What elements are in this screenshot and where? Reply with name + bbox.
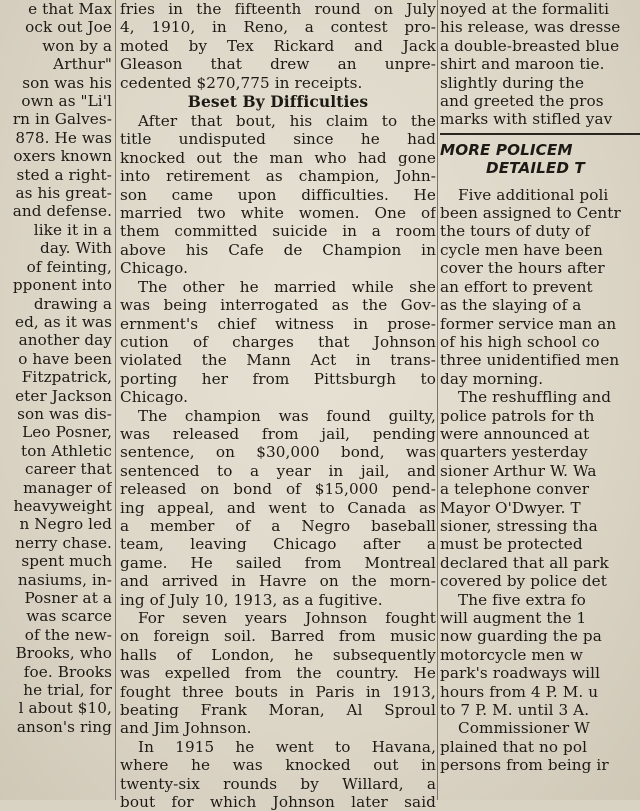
text-line: park's roadways will (440, 664, 601, 683)
text-line: ed, as it was (15, 312, 112, 331)
text-line: Arthur" (53, 55, 112, 74)
text-line: was scarce (26, 607, 112, 626)
text-line: nasiums, in- (17, 570, 112, 589)
text-line: son came upon difficulties. He (120, 185, 436, 204)
text-line: eter Jackson (15, 386, 112, 405)
text-line: a double-breasted blue (440, 36, 620, 55)
text-line: anson's ring (16, 717, 112, 736)
text-line: ernment's chief witness in prose- (120, 314, 436, 333)
text-line: police patrols for th (440, 406, 595, 425)
column-left (0, 0, 112, 736)
text-line: three unidentified men (440, 351, 620, 370)
text-line: an effort to prevent (440, 277, 593, 296)
text-line: cution of charges that Johnson (120, 332, 436, 351)
text-line: career that (24, 460, 112, 479)
text-line: sted a right- (16, 165, 112, 184)
text-line: a telephone conver (440, 480, 590, 499)
text-line: will augment the 1 (440, 609, 587, 627)
text-line: For seven years Johnson fought (138, 609, 436, 627)
text-line: ock out Joe (25, 18, 112, 37)
text-line: pponent into (12, 276, 112, 295)
text-line: declared that all park (440, 553, 609, 572)
text-line: of the new- (24, 625, 112, 644)
text-line: 4, 1910, in Reno, a contest pro- (120, 18, 436, 37)
text-line: The reshuffling and (458, 388, 612, 407)
text-line: like it in a (33, 220, 112, 239)
text-line: drawing a (33, 294, 112, 313)
text-line: motorcycle men w (440, 645, 583, 664)
text-line: quarters yesterday (440, 443, 588, 462)
text-line: title undisputed since he had (120, 130, 436, 149)
article-body (120, 112, 436, 811)
text-line: l about $10, (18, 699, 112, 718)
text-line: released on bond of $15,000 pend- (120, 480, 436, 499)
text-line: married two white women. One of (120, 204, 436, 223)
text-line: day. With (40, 239, 112, 258)
text-line: After that bout, his claim to the (138, 112, 436, 131)
text-line: violated the Mann Act in trans- (120, 351, 436, 370)
text-line: sioner Arthur W. Wa (440, 461, 597, 480)
text-line: Gleason that drew an unpre- (120, 55, 436, 74)
text-line: as the slaying of a (440, 296, 582, 315)
text-line: day morning. (440, 369, 544, 388)
headline-line-1: MORE POLICEM (440, 140, 573, 159)
text-line: oxers known (13, 147, 112, 166)
text-line: own as "Li'l (21, 92, 112, 111)
text-line: fries in the fifteenth round on July (120, 0, 436, 18)
subhead: Beset By Difficulties (187, 92, 369, 112)
text-line: shirt and maroon tie. (440, 55, 605, 74)
text-line: Chicago. (120, 259, 189, 278)
text-line: bout for which Johnson later said (120, 793, 436, 811)
text-line: heavyweight (13, 496, 112, 515)
text-line: was being interrogated as the Gov- (120, 296, 436, 315)
text-line: sioner, stressing tha (440, 516, 598, 535)
text-line: n Negro led (19, 515, 112, 534)
text-line: Leo Posner, (22, 423, 112, 442)
text-line: and Jim Johnson. (120, 719, 252, 738)
text-line: Brooks, who (15, 644, 112, 663)
text-line: e that Max (28, 0, 112, 18)
text-line: as his great- (15, 184, 112, 203)
column-middle (120, 0, 436, 811)
text-line: rn in Galves- (12, 110, 112, 129)
column-right (440, 0, 640, 775)
text-line: must be protected (440, 535, 583, 554)
text-line: hours from 4 P. M. u (440, 682, 599, 701)
text-line: o have been (18, 349, 112, 368)
text-line: was expelled from the country. He (120, 664, 436, 683)
text-line: Fitzpatrick, (21, 368, 112, 387)
text-line: son was his (22, 73, 112, 92)
text-line: ing appeal, and went to Canada as (120, 498, 436, 517)
text-line: The champion was found guilty, (138, 406, 436, 425)
text-line: his release, was dresse (440, 18, 621, 37)
text-line: In 1915 he went to Havana, (138, 737, 436, 756)
text-line: Chicago. (120, 388, 189, 407)
text-line: manager of (23, 478, 112, 497)
text-line: were announced at (440, 424, 590, 443)
police-article-body (440, 186, 640, 775)
text-line: cedented $270,775 in receipts. (120, 73, 363, 92)
text-line: beating Frank Moran, Al Sproul (120, 701, 436, 720)
article-ending (440, 0, 640, 129)
text-line: of feinting, (26, 257, 112, 276)
text-line: a member of a Negro baseball (120, 516, 436, 535)
text-line: cycle men have been (440, 240, 603, 259)
article-continuation (120, 0, 436, 92)
text-line: and arrived in Havre on the morn- (120, 572, 436, 591)
text-line: The five extra fo (458, 590, 586, 609)
text-line: fought three bouts in Paris in 1913, (120, 682, 436, 701)
text-line: son was dis- (17, 404, 112, 423)
text-line: noyed at the formaliti (440, 0, 610, 18)
text-line: former service man an (440, 314, 617, 333)
text-line: to 7 P. M. until 3 A. (440, 701, 590, 720)
text-line: them committed suicide in a room (120, 222, 436, 241)
text-line: of his high school co (440, 332, 600, 351)
text-line: into retirement as champion, John- (120, 167, 436, 186)
text-line: team, leaving Chicago after a (120, 535, 436, 554)
text-line: twenty-six rounds by Willard, a (120, 774, 436, 793)
text-line: ton Athletic (21, 441, 112, 460)
text-line: cover the hours after (440, 259, 605, 278)
text-line: covered by police det (440, 572, 607, 591)
text-line: porting her from Pittsburgh to (120, 369, 436, 388)
text-line: persons from being ir (440, 756, 609, 775)
text-line: above his Cafe de Champion in (120, 240, 436, 259)
text-line: sentence, on $30,000 bond, was (120, 443, 436, 462)
text-line: moted by Tex Rickard and Jack (120, 36, 436, 55)
text-line: he trial, for (23, 681, 112, 700)
text-line: The other he married while she (138, 277, 436, 296)
text-line: another day (18, 331, 112, 350)
column-divider (115, 0, 116, 800)
text-line: foe. Brooks (23, 662, 112, 681)
text-line: Posner at a (24, 589, 112, 607)
text-line: been assigned to Centr (440, 204, 621, 223)
text-line: the tours of duty of (440, 222, 590, 241)
text-line: Mayor O'Dwyer. T (440, 498, 581, 517)
text-line: ing of July 10, 1913, as a fugitive. (120, 590, 383, 609)
text-line: halls of London, he subsequently (120, 645, 436, 664)
text-line: now guarding the pa (440, 627, 602, 646)
text-line: slightly during the (440, 73, 585, 92)
text-line: where he was knocked out in (120, 756, 436, 775)
text-line: and defense. (12, 202, 112, 221)
text-line: nerry chase. (15, 533, 112, 552)
text-line: won by a (42, 36, 112, 55)
text-line: Five additional poli (458, 185, 609, 204)
text-line: on foreign soil. Barred from music (120, 627, 436, 646)
headline-rule (440, 133, 640, 135)
text-line: Commissioner W (458, 719, 590, 738)
text-line: knocked out the man who had gone (120, 148, 436, 167)
headline-line-2: DETAILED T (486, 159, 585, 178)
text-line: marks with stifled yav (440, 110, 613, 129)
text-line: game. He sailed from Montreal (120, 553, 436, 572)
text-line: sentenced to a year in jail, and (120, 461, 436, 480)
column-divider (437, 0, 438, 800)
text-line: was released from jail, pending (120, 424, 436, 443)
text-line: spent much (21, 552, 112, 571)
text-line: plained that no pol (440, 737, 588, 756)
text-line: 878. He was (15, 128, 112, 147)
text-line: and greeted the pros (440, 92, 604, 111)
